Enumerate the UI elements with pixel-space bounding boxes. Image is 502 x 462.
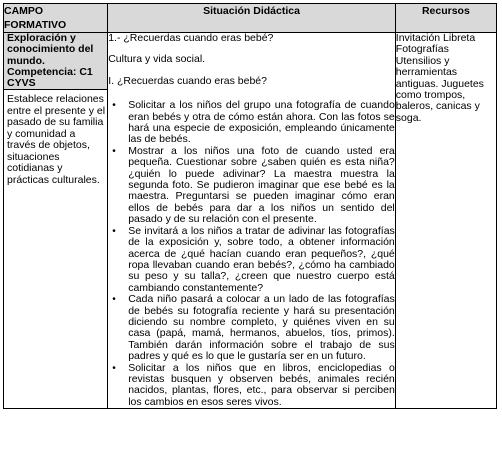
planning-table: [3, 3, 497, 409]
campo-title-block: [4, 33, 107, 89]
situacion-intro-2: Cultura y vida social.: [108, 53, 206, 66]
header-situacion-didactica: Situación Didáctica: [108, 4, 396, 33]
situacion-intro-3: I. ¿Recuerdas cuando eras bebé?: [108, 74, 267, 87]
list-item: • Solicitar a los niños que en libros, enciclopedias o revistas busquen y observen bebés, animales recién nacidos, plantas, flores, etc., para observar si perciben los cambios en esos seres vivos.: [112, 361, 395, 408]
content-row: [4, 33, 497, 409]
bullet-icon: •: [112, 294, 116, 306]
header-recursos: Recursos: [395, 4, 496, 33]
bullet-icon: •: [112, 225, 116, 237]
bullet-icon: •: [112, 362, 116, 374]
bullet-icon: •: [112, 100, 116, 112]
bullet-icon: •: [112, 145, 116, 157]
situacion-intro-1: 1.- ¿Recuerdas cuando eras bebé?: [108, 32, 274, 44]
list-item: • Solicitar a los niños del grupo una fotografía de cuando eran bebés y otra de cómo están ahora. Con las fotos se hará una especie de exposición, empleando únicamente las de bebés.: [112, 99, 395, 146]
list-item: • Mostrar a los niños una foto de cuando usted era pequeña. Cuestionar sobre ¿saben quién es esta niña? ¿quién lo puede adivinar? La maestra muestra la segunda foto. Se pudieron imaginar que ese bebé es la maestra. Preguntarsi se pueden imaginar cómo eran ellos de bebés para dar a los niños un sentido del pasado y de su relación con el presente.: [112, 144, 395, 226]
list-item: • Cada niño pasará a colocar a un lado de las fotografías de bebés su fotografía reciente y hará su presentación diciendo su nombre completo, y quiénes viven en su casa (papá, mamá, hermanos, abuelos, tíos, primos). También darán información sobre el trabajo de sus padres y qué es lo que le gustaría ser en un futuro.: [112, 293, 395, 363]
recursos-cell: [395, 33, 496, 409]
competencia-label: Competencia: C1 CYVS: [7, 65, 93, 90]
recursos-text: Invitación Libreta Fotografías Utensilios y herramientas antiguas. Juguetes como trompos, baleros, canicas y soga.: [395, 32, 484, 124]
campo-description: Establece relaciones entre el presente y el pasado de su familia y comunidad a través de objetos, situaciones cotidianas y prácticas culturales.: [4, 89, 107, 186]
campo-title: Exploración y conocimiento del mundo.: [7, 32, 94, 67]
header-campo-formativo: CAMPO FORMATIVO: [4, 4, 108, 33]
situacion-bullet-list: [108, 100, 395, 408]
list-item: • Se invitará a los niños a tratar de adivinar las fotografías de la exposición y, sobre todo, a obtener información acerca de ¿qué hacían cuando eran pequeños?, ¿qué ropa llevaban cuando eran bebés?, ¿cómo ha cambiado su peso y su talla?, ¿creen que nuestro cuerpo está cambiando constantemente?: [112, 224, 395, 294]
campo-cell: [4, 33, 108, 409]
situacion-cell: [108, 33, 396, 409]
header-row: [4, 4, 497, 33]
